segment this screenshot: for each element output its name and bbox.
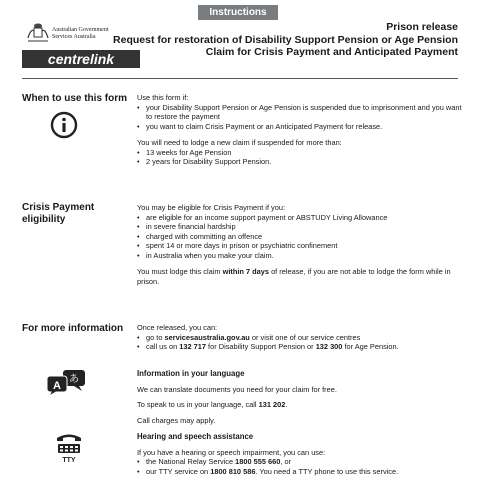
- brand-wordmark: centrelink: [22, 50, 140, 68]
- hearing-bullet: • the National Relay Service 1800 555 660, or: [137, 457, 467, 467]
- more-bullet: • go to servicesaustralia.gov.au or visit one of our service centres: [137, 333, 467, 343]
- crisis-bullet: • are eligible for an income support payment or ABSTUDY Living Allowance: [137, 213, 467, 223]
- hearing-bullet: • our TTY service on 1800 810 586. You need a TTY phone to use this service.: [137, 467, 467, 477]
- language-body: [137, 369, 467, 425]
- hearing-heading: Hearing and speech assistance: [137, 432, 254, 441]
- language-p1: We can translate documents you need for your claim for free.: [137, 384, 337, 394]
- hearing-body: [137, 432, 467, 476]
- crisis-bullet: • in Australia when you make your claim.: [137, 251, 467, 261]
- when-body: [137, 93, 467, 167]
- crisis-heading: [22, 202, 94, 226]
- form-title-3: Claim for Crisis Payment and Anticipated Payment: [205, 46, 458, 58]
- instructions-tab: Instructions: [198, 5, 278, 20]
- tty-label: TTY: [62, 457, 76, 464]
- header-divider: [22, 78, 458, 79]
- agency-name: Australian Government: [52, 27, 109, 33]
- crisis-lodge: You must lodge this claim within 7 days of release, if you are not able to lodge the form while in prison.: [137, 267, 451, 286]
- form-title-1: Prison release: [386, 21, 458, 33]
- svg-text:あ: あ: [69, 374, 79, 385]
- form-title-2: Request for restoration of Disability Support Pension or Age Pension: [113, 33, 458, 46]
- when-heading: When to use this form: [22, 93, 127, 104]
- crisis-heading-line1: Crisis Payment: [22, 202, 95, 213]
- crisis-bullet: • in severe financial hardship: [137, 222, 467, 232]
- tty-phone-icon: [52, 430, 86, 464]
- coat-of-arms-icon: [26, 22, 50, 44]
- more-bullet: • call us on 132 717 for Disability Support Pension or 132 300 for Age Pension.: [137, 342, 467, 352]
- more-body: [137, 323, 467, 352]
- when-bullet: • 13 weeks for Age Pension: [137, 148, 467, 158]
- language-heading: Information in your language: [137, 369, 245, 378]
- crisis-heading-line2: eligibility: [22, 214, 66, 225]
- crisis-bullet: • charged with committing an offence: [137, 232, 467, 242]
- more-intro: Once released, you can:: [137, 323, 218, 332]
- when-bullet: • your Disability Support Pension or Age Pension is suspended due to imprisonment and you want to restore the payment: [137, 103, 467, 122]
- crisis-intro: You may be eligible for Crisis Payment if you:: [137, 203, 286, 212]
- when-bullet: • 2 years for Disability Support Pension.: [137, 157, 467, 167]
- when-intro: Use this form if:: [137, 93, 189, 102]
- when-note: You will need to lodge a new claim if suspended for more than:: [137, 138, 342, 147]
- language-speech-icon: [46, 368, 86, 396]
- agency-subname: Services Australia: [52, 34, 96, 40]
- crisis-bullet: • spent 14 or more days in prison or psychiatric confinement: [137, 241, 467, 251]
- hearing-intro: If you have a hearing or speech impairment, you can use:: [137, 447, 326, 457]
- more-heading: For more information: [22, 323, 124, 334]
- svg-text:A: A: [53, 380, 61, 392]
- form-titles: [113, 21, 458, 59]
- language-p2: To speak to us in your language, call 131 202.: [137, 400, 288, 409]
- language-p3: Call charges may apply.: [137, 415, 216, 425]
- info-icon: [50, 111, 78, 139]
- crisis-body: [137, 203, 467, 286]
- when-bullet: • you want to claim Crisis Payment or an Anticipated Payment for release.: [137, 122, 467, 132]
